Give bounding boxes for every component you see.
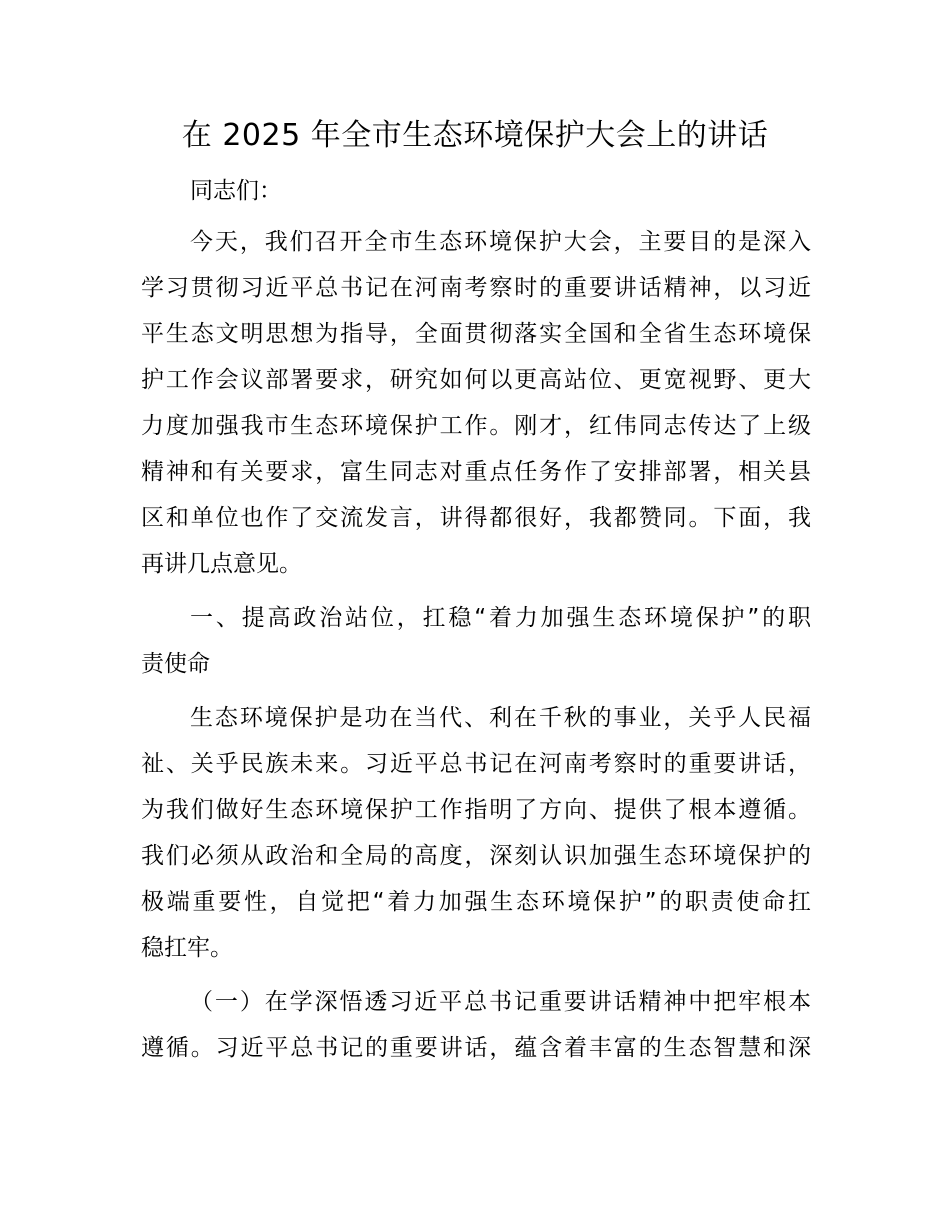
- paragraph-line: 平生态文明思想为指导，全面贯彻落实全国和全省生态环境保: [141, 321, 811, 347]
- paragraph-line: 学习贯彻习近平总书记在河南考察时的重要讲话精神，以习近: [141, 275, 811, 301]
- paragraph-line: 极端重要性，自觉把“着力加强生态环境保护”的职责使命扛: [141, 889, 811, 915]
- subsection-line: 遵循。习近平总书记的重要讲话，蕴含着丰富的生态智慧和深: [141, 1035, 811, 1061]
- section-heading-line: 责使命: [141, 651, 210, 677]
- salutation: 同志们：: [190, 178, 282, 204]
- paragraph-line: 稳扛牢。: [141, 935, 233, 961]
- paragraph-line: 祉、关乎民族未来。习近平总书记在河南考察时的重要讲话，: [141, 751, 811, 777]
- paragraph-line: 护工作会议部署要求，研究如何以更高站位、更宽视野、更大: [141, 367, 811, 393]
- paragraph-line: 今天，我们召开全市生态环境保护大会，主要目的是深入: [190, 229, 811, 255]
- section-heading-line: 一、提高政治站位，扛稳“着力加强生态环境保护”的职: [190, 605, 811, 631]
- paragraph-line: 再讲几点意见。: [141, 551, 302, 577]
- paragraph-line: 生态环境保护是功在当代、利在千秋的事业，关乎人民福: [190, 705, 811, 731]
- paragraph-line: 我们必须从政治和全局的高度，深刻认识加强生态环境保护的: [141, 843, 811, 869]
- paragraph-line: 力度加强我市生态环境保护工作。刚才，红伟同志传达了上级: [141, 413, 811, 439]
- subsection-line: （一）在学深悟透习近平总书记重要讲话精神中把牢根本: [190, 989, 811, 1015]
- paragraph-line: 为我们做好生态环境保护工作指明了方向、提供了根本遵循。: [141, 797, 811, 823]
- paragraph-line: 区和单位也作了交流发言，讲得都很好，我都赞同。下面，我: [141, 505, 811, 531]
- document-title: 在 2025 年全市生态环境保护大会上的讲话: [181, 118, 769, 153]
- paragraph-line: 精神和有关要求，富生同志对重点任务作了安排部署，相关县: [141, 459, 811, 485]
